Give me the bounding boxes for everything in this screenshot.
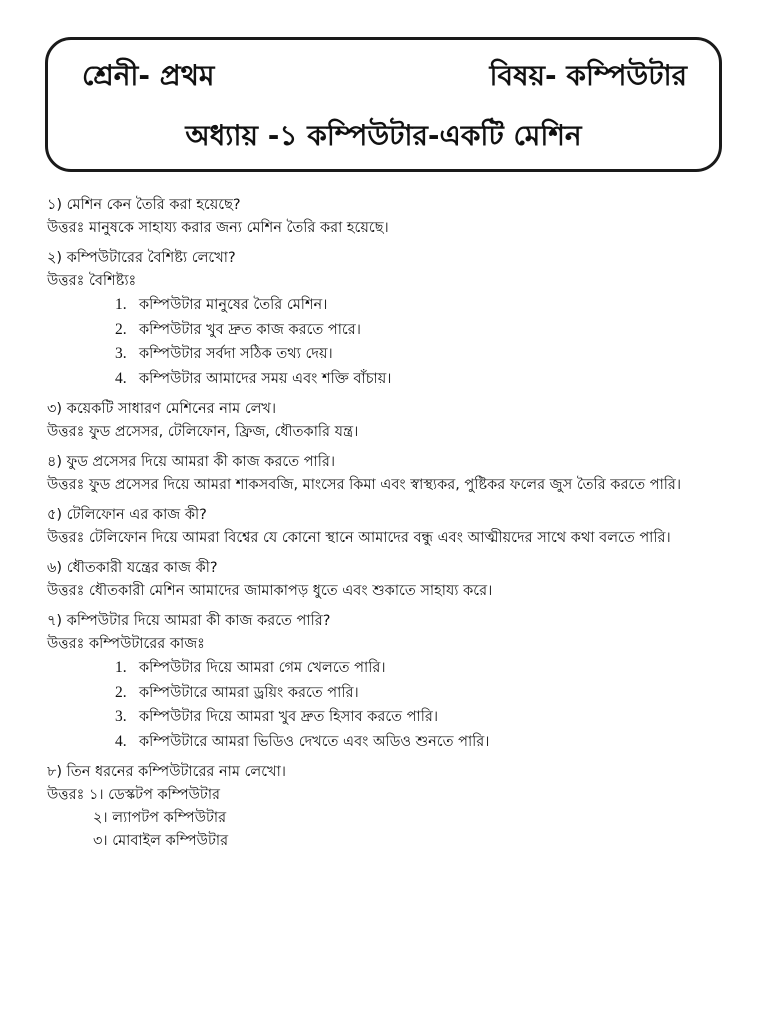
question-3: ৩) কয়েকটি সাধারণ মেশিনের নাম লেখ। (47, 401, 277, 417)
qa-block-3 (47, 398, 727, 444)
list-text: কম্পিউটার দিয়ে আমরা গেম খেলতে পারি। (139, 660, 386, 676)
answer-1: উত্তরঃ মানুষকে সাহায্য করার জন্য মেশিন তৈরি করা হয়েছে। (47, 220, 389, 236)
question-7: ৭) কম্পিউটার দিয়ে আমরা কী কাজ করতে পারি? (47, 613, 331, 629)
list-text: কম্পিউটার মানুষের তৈরি মেশিন। (139, 297, 328, 313)
chapter-title: অধ্যায় -১ কম্পিউটার-একটি মেশিন (185, 119, 582, 152)
list-item (115, 656, 727, 681)
answer-5: উত্তরঃ টেলিফোন দিয়ে আমরা বিশ্বের যে কোনো স্থানে আমাদের বন্ধু এবং আত্মীয়দের সাথে কথা বলতে পারি। (47, 530, 671, 546)
qa-content (47, 194, 727, 860)
list-item (115, 367, 727, 392)
list-number: 4. (115, 369, 127, 387)
list-number: 2. (115, 320, 127, 338)
question-1: ১) মেশিন কেন তৈরি করা হয়েছে? (47, 197, 241, 213)
list-item (115, 730, 727, 755)
question-6: ৬) ধৌতকারী যন্ত্রের কাজ কী? (47, 560, 218, 576)
answer-6: উত্তরঃ ধৌতকারী মেশিন আমাদের জামাকাপড় ধুতে এবং শুকাতে সাহায্য করে। (47, 583, 493, 599)
list-item (115, 342, 727, 367)
question-4: ৪) ফুড প্রসেসর দিয়ে আমরা কী কাজ করতে পারি। (47, 454, 336, 470)
list-text: কম্পিউটার আমাদের সময় এবং শক্তি বাঁচায়। (139, 370, 392, 387)
list-item (115, 318, 727, 343)
computer-type-item: ৩। মোবাইল কম্পিউটার (93, 833, 229, 849)
list-text: কম্পিউটারে আমরা ড্রয়িং করতে পারি। (139, 684, 359, 701)
header-row (48, 54, 719, 98)
qa-block-1 (47, 194, 727, 240)
qa-block-7 (47, 610, 727, 754)
answer-8: উত্তরঃ ১। ডেস্কটপ কম্পিউটার (47, 787, 221, 803)
list-text: কম্পিউটার সর্বদা সঠিক তথ্য দেয়। (139, 346, 333, 362)
list-item (115, 293, 727, 318)
list-number: 4. (115, 732, 127, 750)
list-number: 2. (115, 683, 127, 701)
list-item (115, 681, 727, 706)
answer-7: উত্তরঃ কম্পিউটারের কাজঃ (47, 636, 205, 652)
subject-label: বিষয়- কম্পিউটার (489, 59, 687, 92)
qa-block-6 (47, 557, 727, 603)
list-number: 3. (115, 708, 127, 725)
class-label: শ্রেনী- প্রথম (82, 59, 215, 92)
question-5: ৫) টেলিফোন এর কাজ কী? (47, 507, 207, 523)
list-item (115, 705, 727, 730)
question-8: ৮) তিন ধরনের কম্পিউটারের নাম লেখো। (47, 764, 286, 780)
answer-4: উত্তরঃ ফুড প্রসেসর দিয়ে আমরা শাকসবজি, মাংসের কিমা এবং স্বাস্থ্যকর, পুষ্টিকর ফলের জুস তৈরি করতে পারি। (47, 477, 682, 493)
list-text: কম্পিউটার দিয়ে আমরা খুব দ্রুত হিসাব করতে পারি। (139, 709, 439, 725)
qa-block-5 (47, 504, 727, 550)
qa-block-8 (47, 761, 727, 853)
question-2: ২) কম্পিউটারের বৈশিষ্ট্য লেখো? (47, 250, 236, 266)
computer-uses-list (47, 656, 727, 754)
list-number: 1. (115, 296, 127, 313)
qa-block-4 (47, 451, 727, 497)
features-list (47, 293, 727, 391)
list-number: 1. (115, 659, 127, 676)
header-box (45, 37, 722, 172)
answer-3: উত্তরঃ ফুড প্রসেসর, টেলিফোন, ফ্রিজ, ধৌতকারি যন্ত্র। (47, 424, 359, 440)
answer-2: উত্তরঃ বৈশিষ্ট্যঃ (47, 273, 137, 289)
qa-block-2 (47, 247, 727, 391)
computer-type-item: ২। ল্যাপটপ কম্পিউটার (93, 810, 227, 826)
list-number: 3. (115, 345, 127, 362)
list-text: কম্পিউটার খুব দ্রুত কাজ করতে পারে। (139, 321, 361, 338)
list-text: কম্পিউটারে আমরা ভিডিও দেখতে এবং অডিও শুনতে পারি। (139, 733, 490, 750)
